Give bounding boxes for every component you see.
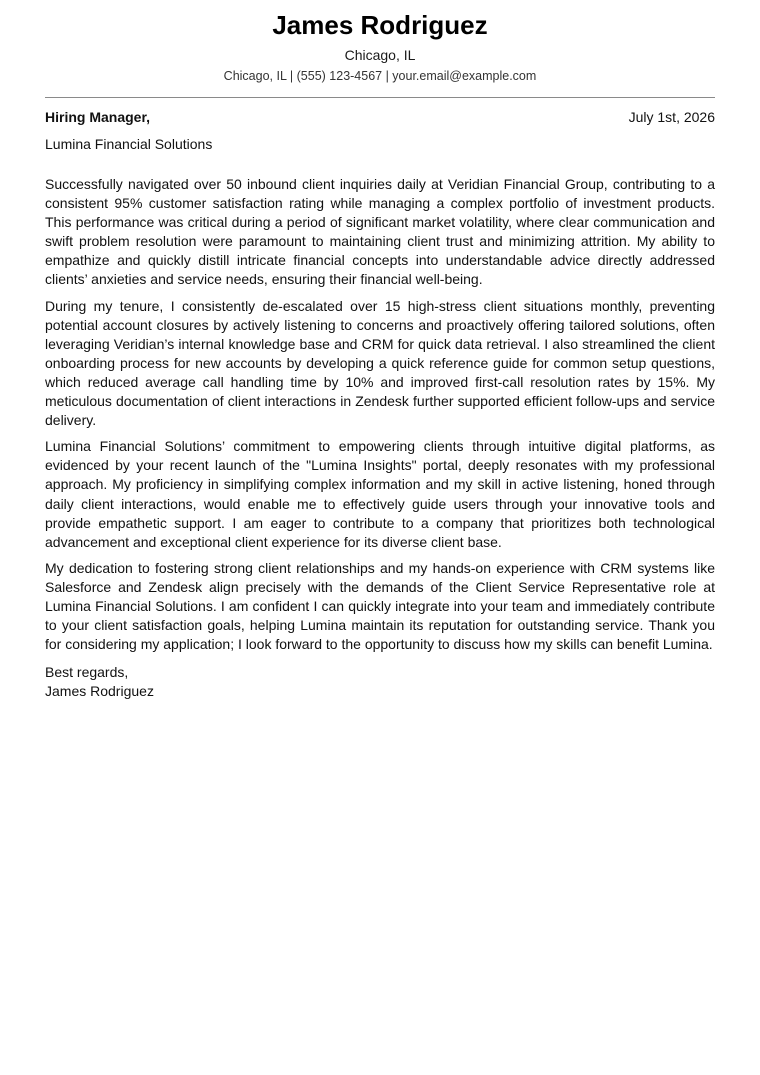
signature-name: James Rodriguez (45, 683, 154, 700)
body-paragraph-3: Lumina Financial Solutions’ commitment to empowering clients through intuitive digital platforms, as evidenced by your recent launch of the "Lumina Insights" portal, deeply resonates with my professional approach. My proficiency in simplifying complex information and my skill in active listening, honed through daily client interactions, would enable me to effectively guide users through your innovative tools and provide empathetic support. I am eager to contribute to a company that prioritizes both technological advancement and exceptional client experience for its diverse client base. (45, 438, 715, 550)
letter-body (45, 175, 715, 654)
header-divider (45, 97, 715, 98)
letter-closing-block (45, 663, 715, 701)
closing-phrase: Best regards, (45, 664, 129, 681)
applicant-location: Chicago, IL (344, 47, 416, 63)
recipient-salutation: Hiring Manager, (45, 109, 151, 125)
body-paragraph-1: Successfully navigated over 50 inbound client inquiries daily at Veridian Financial Group, contributing to a consistent 95% customer satisfaction rating while managing a complex portfolio of investment products. This performance was critical during a period of significant market volatility, where clear communication and swift problem resolution were paramount to maintaining client trust and minimizing attrition. My ability to empathize and quickly distill intricate financial concepts into understandable advice directly addressed clients’ anxieties and service needs, ensuring their financial well-being. (45, 176, 715, 288)
body-paragraph-4: My dedication to fostering strong client relationships and my hands-on experience with CRM systems like Salesforce and Zendesk align precisely with the demands of the Client Service Representative role at Lumina Financial Solutions. I am confident I can quickly integrate into your team and immediately contribute to your client satisfaction goals, helping Lumina maintain its reputation for outstanding service. Thank you for considering my application; I look forward to the opportunity to discuss how my skills can benefit Lumina. (45, 559, 715, 653)
recipient-company: Lumina Financial Solutions (45, 136, 213, 152)
body-paragraph-2: During my tenure, I consistently de-escalated over 15 high-stress client situations monthly, preventing potential account closures by actively listening to concerns and proactively offering tailored solutions, often leveraging Veridian’s internal knowledge base and CRM for quick data retrieval. I also streamlined the client onboarding process for new accounts by developing a quick reference guide for common setup questions, which reduced average call handling time by 10% and improved first-call resolution rates by 15%. My meticulous documentation of client interactions in Zendesk further supported efficient follow-ups and service delivery. (45, 297, 715, 429)
applicant-contact-line: Chicago, IL | (555) 123-4567 | your.email@example.com (223, 69, 537, 83)
letter-header (45, 0, 715, 84)
letter-date: July 1st, 2026 (628, 109, 715, 125)
recipient-date-row (45, 108, 715, 126)
applicant-name: James Rodriguez (272, 10, 488, 40)
